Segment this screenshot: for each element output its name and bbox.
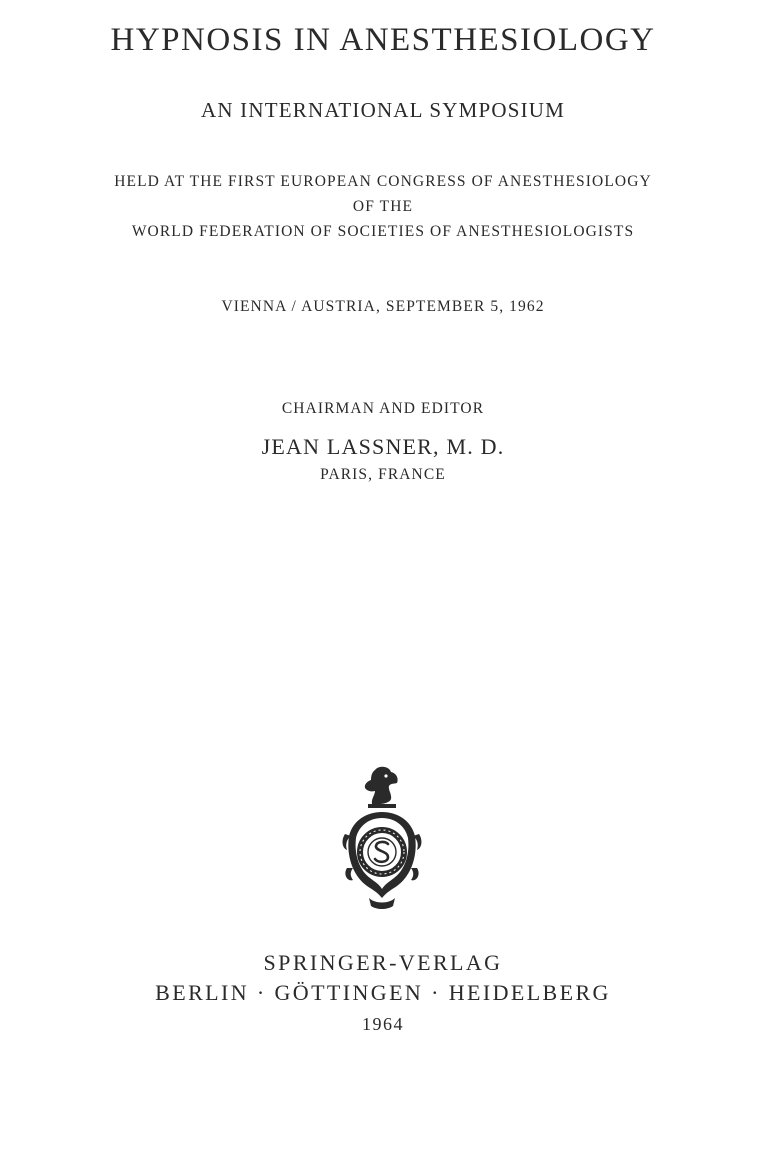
editor-location: PARIS, FRANCE bbox=[320, 466, 446, 483]
editor-role: CHAIRMAN AND EDITOR bbox=[281, 400, 485, 417]
publisher-name: SPRINGER-VERLAG bbox=[263, 950, 503, 975]
held-at-line-2: OF THE bbox=[352, 198, 414, 215]
book-title: HYPNOSIS IN ANESTHESIOLOGY bbox=[110, 22, 656, 58]
held-at-line-1: HELD AT THE FIRST EUROPEAN CONGRESS OF ANESTHESIOLOGY bbox=[114, 173, 652, 190]
editor-name: JEAN LASSNER, M. D. bbox=[261, 434, 505, 459]
springer-knight-emblem-icon bbox=[339, 764, 425, 914]
symposium-place-date: VIENNA / AUSTRIA, SEPTEMBER 5, 1962 bbox=[221, 298, 545, 315]
publisher-cities: BERLIN · GÖTTINGEN · HEIDELBERG bbox=[155, 980, 611, 1005]
book-subtitle: AN INTERNATIONAL SYMPOSIUM bbox=[200, 98, 566, 122]
publication-year: 1964 bbox=[362, 1014, 404, 1034]
held-at-line-3: WORLD FEDERATION OF SOCIETIES OF ANESTHESIOLOGISTS bbox=[131, 223, 635, 240]
